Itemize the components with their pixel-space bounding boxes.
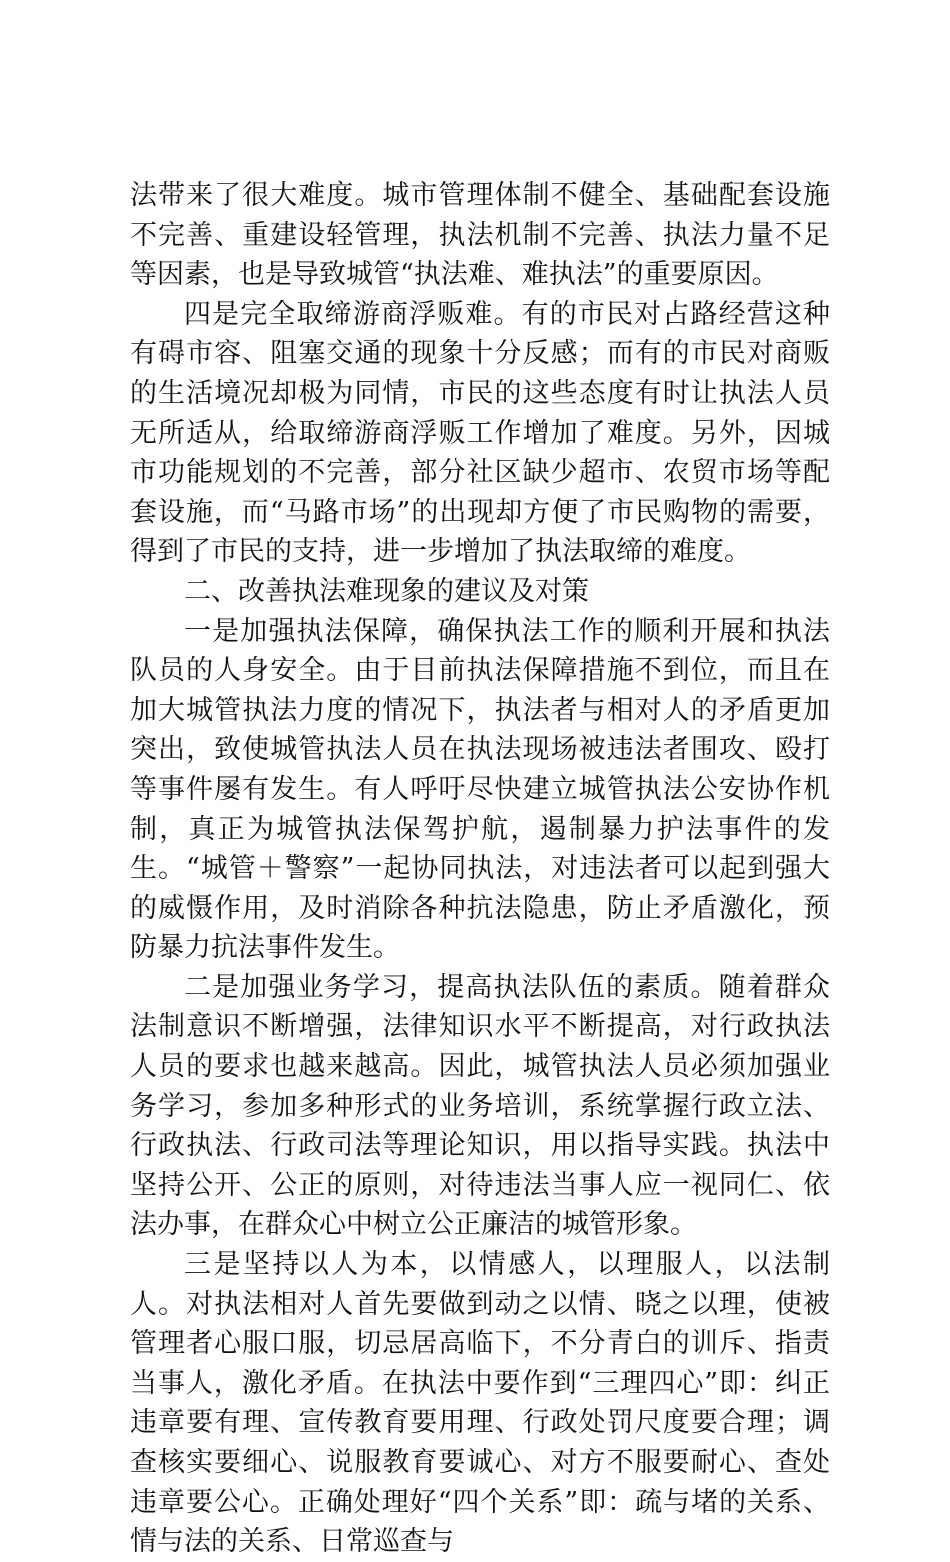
document-body (130, 176, 830, 1562)
paragraph-3: 一是加强执法保障，确保执法工作的顺利开展和执法队员的人身安全。由于目前执法保障措施不到位，而且在加大城管执法力度的情况下，执法者与相对人的矛盾更加突出，致使城管执法人员在执法现场被违法者围攻、殴打等事件屡有发生。有人呼吁尽快建立城管执法公安协作机制，真正为城管执法保驾护航，遏制暴力护法事件的发生。“城管＋警察”一起协同执法，对违法者可以起到强大的威慑作用，及时消除各种抗法隐患，防止矛盾激化，预防暴力抗法事件发生。 (130, 615, 830, 964)
paragraph-4: 二是加强业务学习，提高执法队伍的素质。随着群众法制意识不断增强，法律知识水平不断提高，对行政执法人员的要求也越来越高。因此，城管执法人员必须加强业务学习，参加多种形式的业务培训，系统掌握行政立法、行政执法、行政司法等理论知识，用以指导实践。执法中坚持公开、公正的原则，对待违法当事人应一视同仁、依法办事，在群众心中树立公正廉洁的城管形象。 (130, 971, 830, 1241)
section-heading: 二、改善执法难现象的建议及对策 (184, 575, 589, 607)
paragraph-2: 四是完全取缔游商浮贩难。有的市民对占路经营这种有碍市容、阻塞交通的现象十分反感；而有的市民对商贩的生活境况却极为同情，市民的这些态度有时让执法人员无所适从，给取缔游商浮贩工作增加了难度。另外，因城市功能规划的不完善，部分社区缺少超市、农贸市场等配套设施，而“马路市场”的出现却方便了市民购物的需要，得到了市民的支持，进一步增加了执法取缔的难度。 (130, 298, 830, 568)
paragraph-5: 三是坚持以人为本，以情感人，以理服人，以法制人。对执法相对人首先要做到动之以情、晓之以理，使被管理者心服口服，切忌居高临下，不分青白的训斥、指责当事人，激化矛盾。在执法中要作到“三理四心”即：纠正违章要有理、宣传教育要用理、行政处罚尺度要合理；调查核实要细心、说服教育要诚心、对方不服要耐心、查处违章要公心。正确处理好“四个关系”即：疏与堵的关系、情与法的关系、日常巡查与 (130, 1249, 830, 1558)
paragraph-1: 法带来了很大难度。城市管理体制不健全、基础配套设施不完善、重建设轻管理，执法机制不完善、执法力量不足等因素，也是导致城管“执法难、难执法”的重要原因。 (130, 180, 830, 291)
